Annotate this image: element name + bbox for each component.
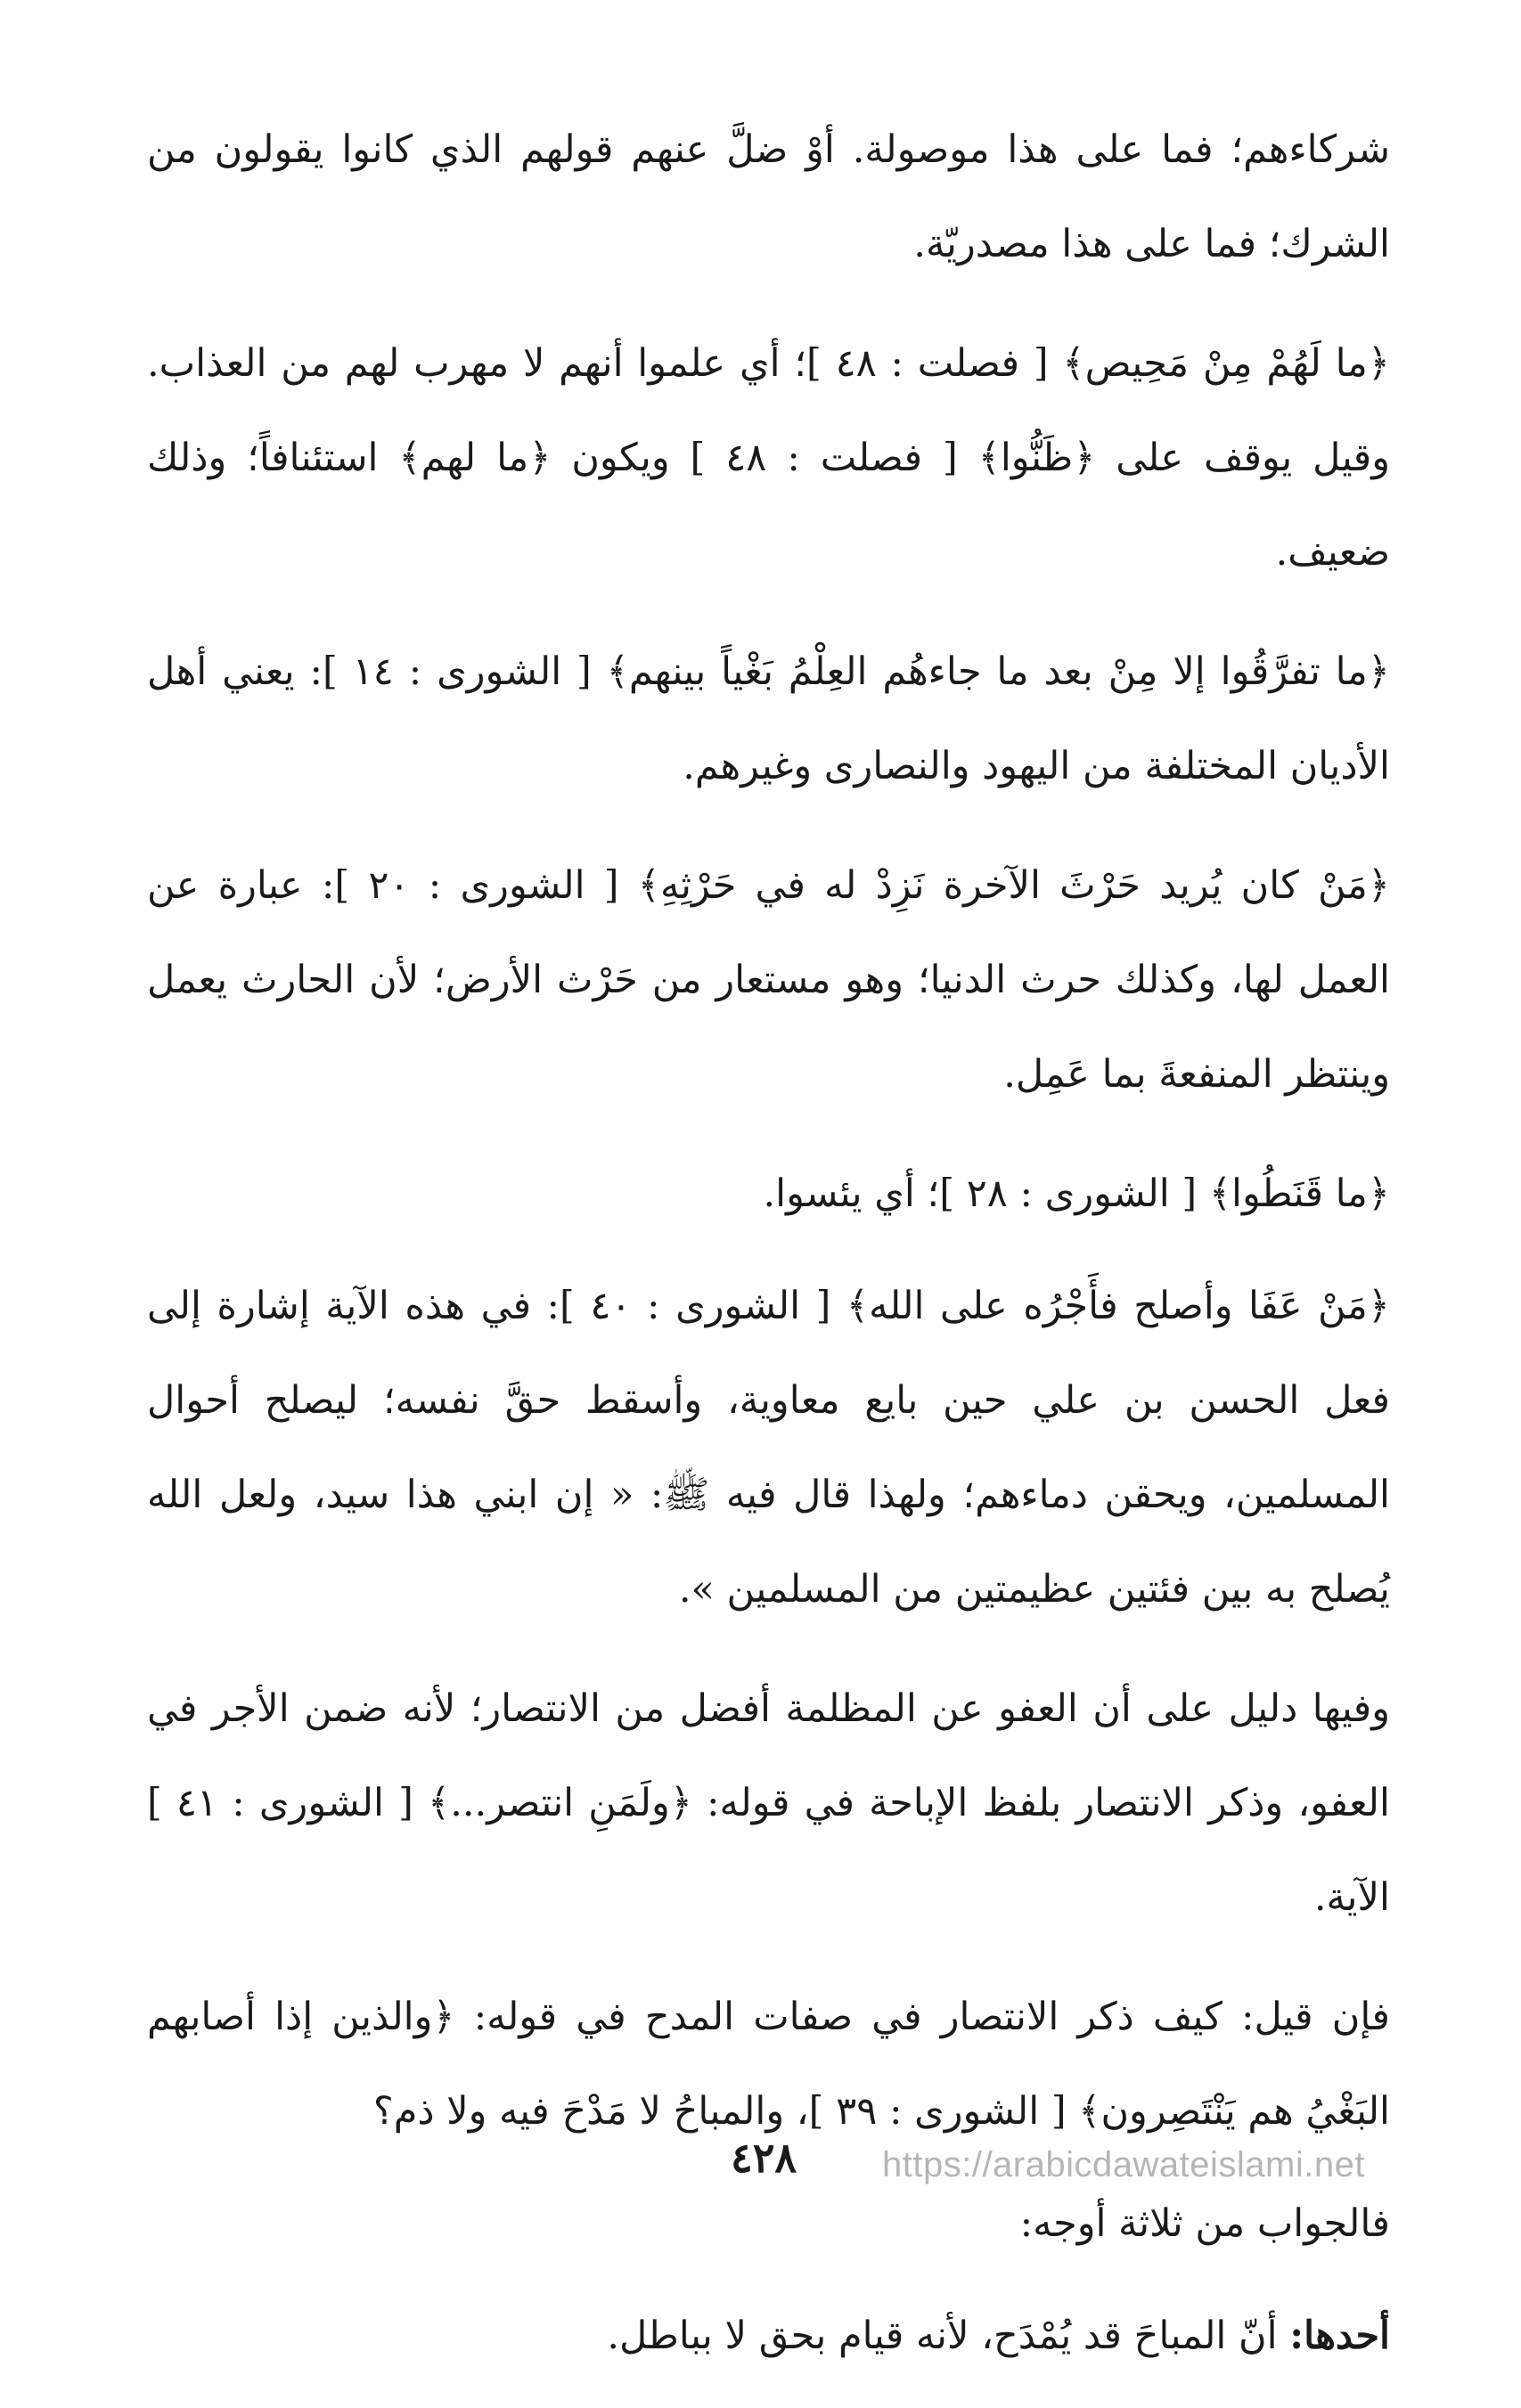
paragraph-7: وفيها دليل على أن العفو عن المظلمة أفضل من الانتصار؛ لأنه ضمن الأجر في العفو، وذكر الانتصار بلفظ الإباحة في قوله: ﴿ولَمَنِ انتصر...﴾ [ الشورى : ٤١ ] الآية. [147,1686,1390,1920]
page-body [147,102,1390,2408]
paragraph-6: ﴿مَنْ عَفَا وأصلح فأَجْرُه على الله﴾ [ الشورى : ٤٠ ]: في هذه الآية إشارة إلى فعل الحسن بن علي حين بايع معاوية، وأسقط حقَّ نفسه؛ ليصلح أحوال المسلمين، ويحقن دماءهم؛ ولهذا قال فيه ﷺ: « إن ابني هذا سيد، ولعل الله يُصلح به بين فئتين عظيمتين من المسلمين ». [147,1284,1390,1612]
paragraph-8: فإن قيل: كيف ذكر الانتصار في صفات المدح في قوله: ﴿والذين إذا أصابهم البَغْيُ هم يَنْتَصِرون﴾ [ الشورى : ٣٩ ]، والمباحُ لا مَدْحَ فيه ولا ذم؟ [147,1995,1390,2134]
paragraph-10-text: أنّ المباحَ قد يُمْدَح، لأنه قيام بحق لا بباطل. [607,2314,1290,2358]
paragraph-2: ﴿ما لَهُمْ مِنْ مَحِيص﴾ [ فصلت : ٤٨ ]؛ أي علموا أنهم لا مهرب لهم من العذاب. وقيل يوقف على ﴿ظَنُّوا﴾ [ فصلت : ٤٨ ] ويكون ﴿ما لهم﴾ استئنافاً؛ وذلك ضعيف. [147,341,1390,575]
paragraph-9: فالجواب من ثلاثة أوجه: [1019,2201,1390,2246]
paragraph-10-lead: أحدها: [1289,2314,1390,2358]
paragraph-4: ﴿مَنْ كان يُريد حَرْثَ الآخرة نَزِدْ له في حَرْثِهِ﴾ [ الشورى : ٢٠ ]: عبارة عن العمل لها، وكذلك حرث الدنيا؛ وهو مستعار من حَرْث الأرض؛ لأن الحارث يعمل وينتظر المنفعةَ بما عَمِل. [147,863,1390,1097]
paragraph-5: ﴿ما قَنَطُوا﴾ [ الشورى : ٢٨ ]؛ أي يئسوا. [763,1171,1390,1216]
paragraph-1: شركاءهم؛ فما على هذا موصولة. أوْ ضلَّ عنهم قولهم الذي كانوا يقولون من الشرك؛ فما على هذا مصدريّة. [147,127,1390,266]
paragraph-10 [147,2289,1390,2383]
page-number: ٤٢٨ [731,2134,797,2182]
watermark-url: https://arabicdawateislami.net [882,2145,1365,2184]
paragraph-3: ﴿ما تفرَّقُوا إلا مِنْ بعد ما جاءهُم العِلْمُ بَغْياً بينهم﴾ [ الشورى : ١٤ ]: يعني أهل الأديان المختلفة من اليهود والنصارى وغيرهم. [147,649,1390,788]
